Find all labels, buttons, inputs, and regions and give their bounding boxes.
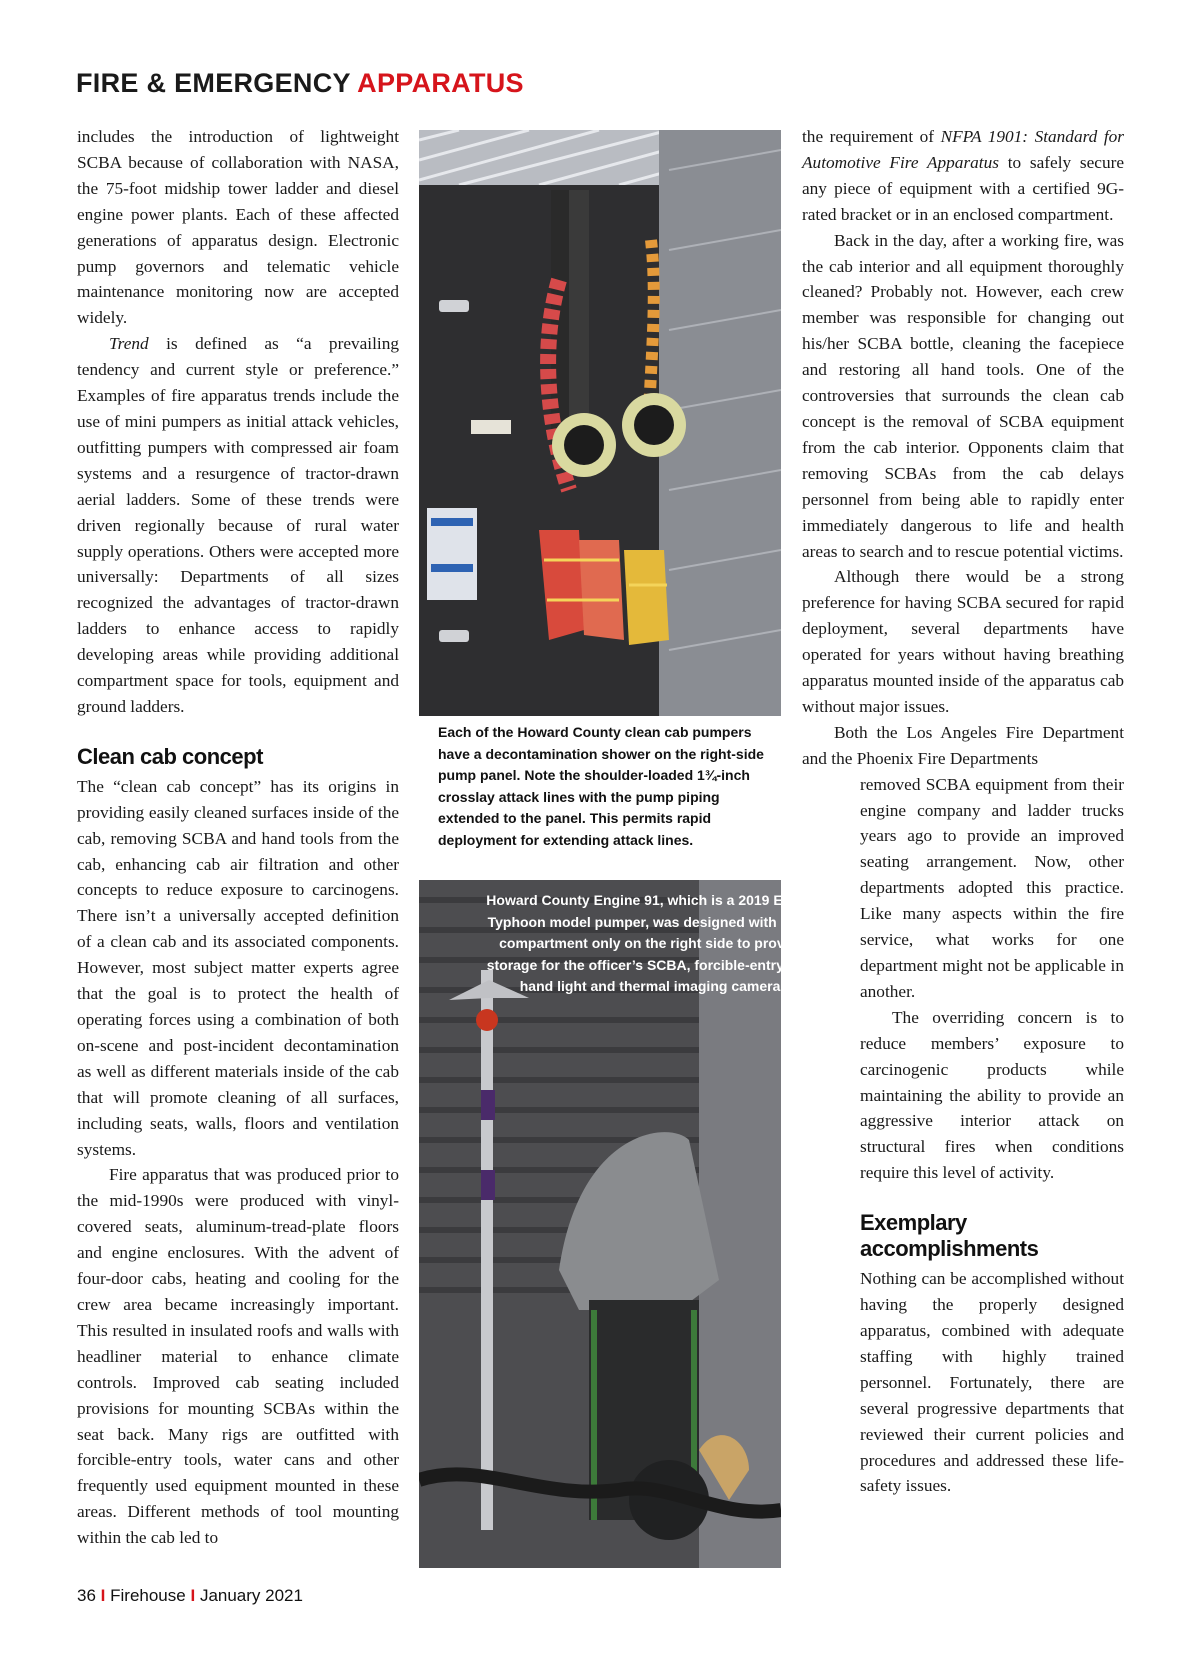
right-paragraph-1-post: to safely secure any piece of equipment with a certified 9G-rated bracket or in an enclosed compartment. — [802, 152, 1125, 224]
footer-separator: I — [100, 1586, 106, 1605]
right-paragraph-4-rest: removed SCBA equipment from their engine company and ladder trucks years ago to provide an improved seating arrangement. Now, other departments adopted this practice. Like many aspects within the fire service, what works for one department might not be applicable in another. — [860, 774, 1124, 1001]
trend-italic: Trend — [109, 334, 149, 354]
left-paragraph-2-text: is defined as “a prevailing tendency and current style or preference.” Examples of fire apparatus trends include the use of mini pumpers as initial attack vehicles, outfitting pumpers with compressed air foam systems and a resurgence of tractor-drawn aerial ladders. Some of these trends were driven regionally because of rural water supply operations. Others were accepted more universally: Departments of all sizes recognized the advantages of tractor-drawn ladders to enhance access to rapidly developing areas while providing additional compartment space for tools, equipment and ground ladders. — [77, 334, 399, 716]
right-paragraph-6: Nothing can be accomplished without having the properly designed apparatus, combined with adequate staffing with highly trained personnel. Fortunately, there are several progressive departments that reviewed their current policies and procedures and addressed these life-safety issues. — [860, 1269, 1124, 1496]
left-paragraph-2 — [77, 331, 399, 720]
pump-panel-image — [419, 130, 781, 716]
right-narrow-block — [860, 772, 1124, 1500]
section-header-black: FIRE & EMERGENCY — [76, 68, 351, 98]
left-paragraph-1: includes the introduction of lightweight SCBA because of collaboration with NASA, the 75-foot midship tower ladder and diesel engine power plants. Each of these affected generations of apparatus design. Electronic pump governors and telematic vehicle maintenance monitoring now are accepted widely. — [77, 127, 399, 328]
caption-photo-1: Each of the Howard County clean cab pumpers have a decontamination shower on the right-side pump panel. Note the shoulder-loaded 1¾-inch crosslay attack lines with the pump piping extended to the panel. This permits rapid deployment for extending attack lines. — [438, 724, 764, 848]
left-paragraph-4: Fire apparatus that was produced prior to the mid-1990s were produced with vinyl-covered seats, aluminum-tread-plate floors and engine enclosures. With the advent of four-door cabs, heating and cooling for the crew area became increasingly important. This resulted in insulated roofs and walls with headliner material to enhance climate controls. Improved cab seating included provisions for mounting SCBAs within the seat back. Many rigs are outfitted with forcible-entry tools, water cans and other frequently used equipment mounted in these areas. Different methods of tool mounting within the cab led to — [77, 1165, 399, 1548]
right-column — [802, 124, 1124, 1499]
right-paragraph-5: The overriding concern is to reduce members’ exposure to carcinogenic products while maintaining the ability to provide an aggressive interior attack on structural fires when conditions require this level of activity. — [860, 1007, 1124, 1183]
photo-pump-panel — [419, 130, 781, 716]
nfpa-standard-italic: NFPA 1901: Standard for Automotive Fire Apparatus — [802, 127, 1124, 172]
caption-photo-2: Howard County Engine 91, which is a 2019 E-ONE Typhoon model pumper, was designed with a cab compartment only on the right side to provide storage for the officer’s SCBA, forcible-entry tool, hand light and thermal imaging camera. — [486, 892, 818, 994]
right-paragraph-4-intro: Both the Los Angeles Fire Department and the Phoenix Fire Departments — [802, 722, 1124, 768]
section-header-red: APPARATUS — [357, 68, 524, 98]
page-number: 36 — [77, 1586, 96, 1605]
right-paragraph-3: Although there would be a strong preference for having SCBA secured for rapid deployment, several departments have operated for years without having breathing apparatus mounted inside of the apparatus cab without major issues. — [802, 567, 1124, 716]
section-header — [76, 68, 524, 99]
right-paragraph-1 — [802, 124, 1124, 228]
magazine-name: Firehouse — [110, 1586, 186, 1605]
issue-date: January 2021 — [199, 1586, 303, 1605]
footer-separator: I — [190, 1586, 196, 1605]
right-paragraph-1-pre: the requirement of — [802, 127, 941, 146]
subhead-clean-cab: Clean cab concept — [77, 743, 263, 769]
right-paragraph-2: Back in the day, after a working fire, was the cab interior and all equipment thoroughly cleaned? Probably not. However, each crew member was responsible for changing out his/her SCBA bottle, cleaning the facepiece and restoring all hand tools. One of the controversies that surrounds the clean cab concept is the removal of SCBA equipment from the cab interior. Opponents claim that removing SCBAs from the cab delays personnel from being able to rapidly enter immediately dangerous to life and health areas to search and to rescue potential victims. — [802, 230, 1124, 561]
left-column — [77, 124, 399, 1551]
subhead-exemplary: Exemplary accomplishments — [860, 1210, 1039, 1262]
page-footer — [77, 1586, 303, 1606]
left-paragraph-3: The “clean cab concept” has its origins in providing easily cleaned surfaces inside of the cab, removing SCBA and hand tools from the cab, enhancing cab air filtration and other concepts to reduce exposure to carcinogens. There isn’t a universally accepted definition of a clean cab and its associated components. However, most subject matter experts agree that the goal is to protect the health of operating forces using a combination of both on-scene and post-incident decontamination as well as different materials inside of the cab that will promote cleaning of all surfaces, including seats, walls, floors and ventilation systems. — [77, 776, 399, 1159]
